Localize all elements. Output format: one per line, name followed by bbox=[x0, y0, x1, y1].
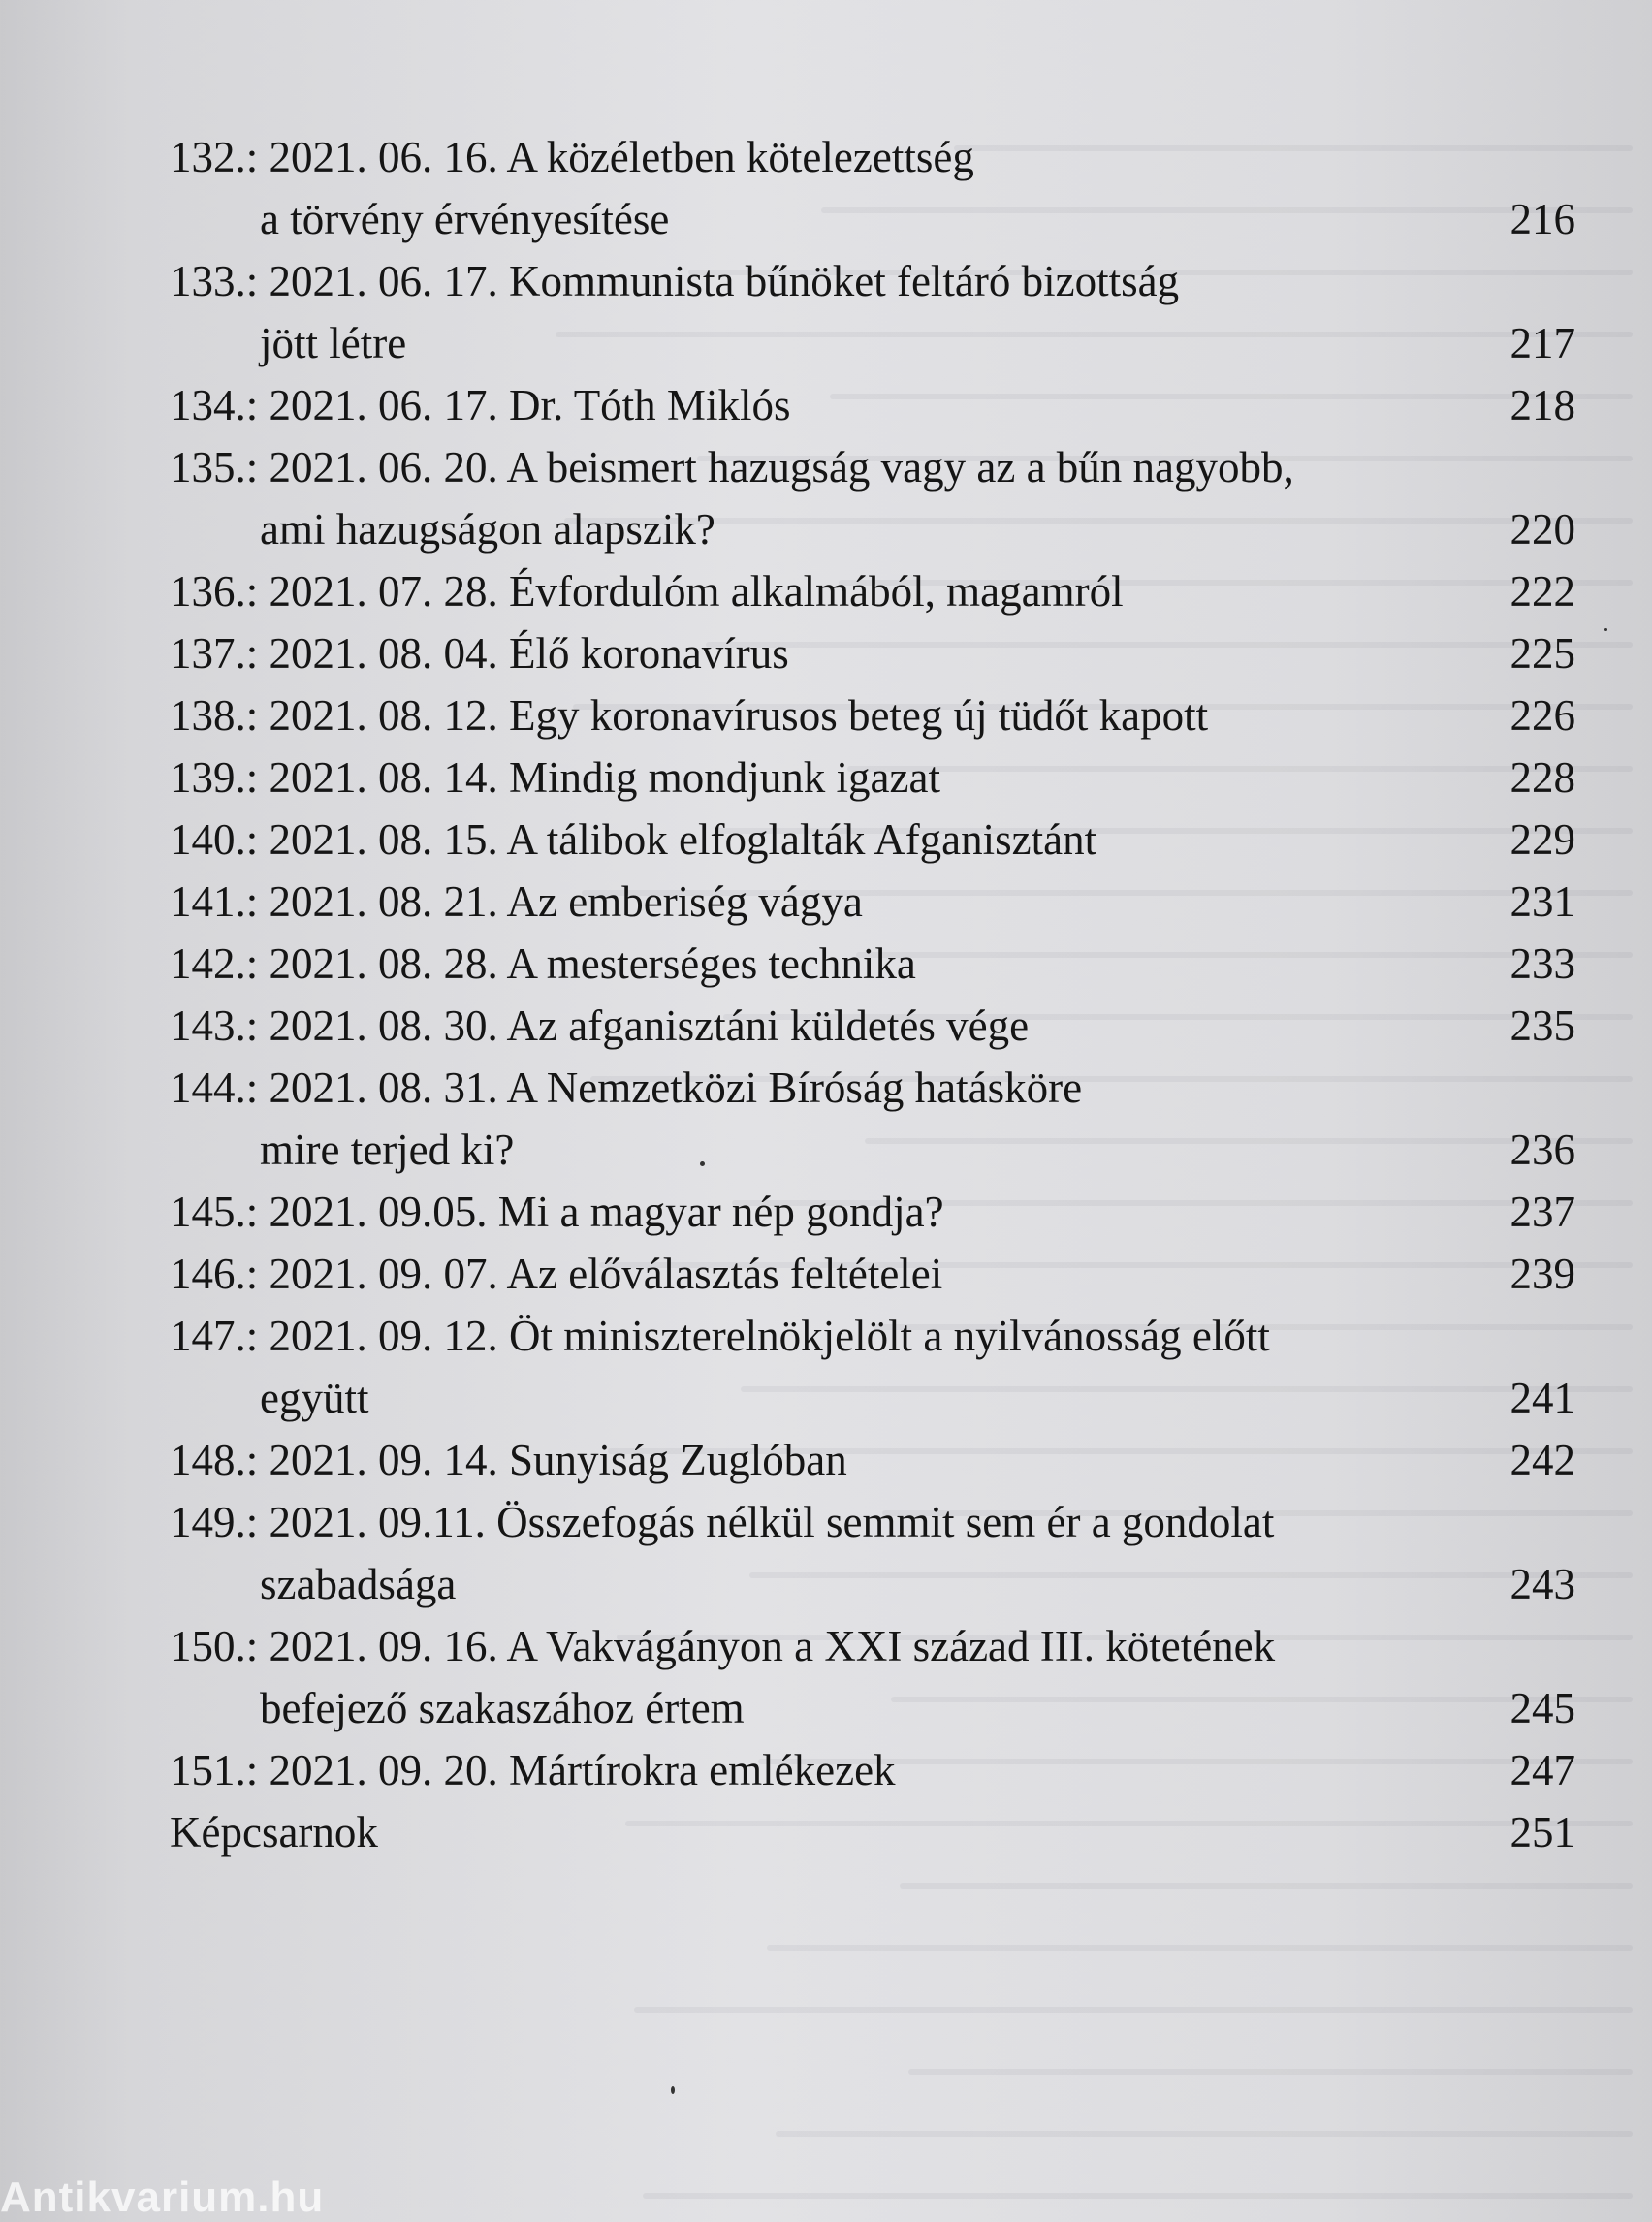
watermark: Antikvarium.hu bbox=[0, 2174, 325, 2221]
toc-entry-title: 150.: 2021. 09. 16. A Vakvágányon a XXI század III. kötetének bbox=[170, 1622, 1276, 1670]
ink-speck bbox=[671, 2086, 675, 2094]
ink-speck bbox=[700, 1161, 705, 1166]
toc-entry-title: 141.: 2021. 08. 21. Az emberiség vágya bbox=[170, 877, 863, 926]
toc-entry-title: 142.: 2021. 08. 28. A mesterséges technika bbox=[170, 939, 916, 988]
toc-entry bbox=[170, 622, 1575, 684]
toc-entry bbox=[170, 1429, 1575, 1491]
toc-entry-continuation: mire terjed ki? bbox=[260, 1126, 515, 1174]
toc-entry bbox=[170, 1243, 1575, 1305]
toc-entry-continuation: ami hazugságon alapszik? bbox=[260, 505, 715, 554]
toc-entry bbox=[170, 1615, 1575, 1739]
toc-page-number: 237 bbox=[1509, 1188, 1575, 1236]
toc-entry-title: 145.: 2021. 09.05. Mi a magyar nép gondja? bbox=[170, 1188, 944, 1236]
toc-entry-continuation: a törvény érvényesítése bbox=[260, 195, 670, 243]
toc-entry-title: 146.: 2021. 09. 07. Az előválasztás feltételei bbox=[170, 1250, 943, 1298]
bleed-through-line bbox=[900, 1883, 1633, 1889]
toc-entry-title: 144.: 2021. 08. 31. A Nemzetközi Bíróság hatásköre bbox=[170, 1063, 1083, 1112]
toc-entry bbox=[170, 1181, 1575, 1243]
bleed-through-line bbox=[908, 2069, 1633, 2075]
toc-page-number: 226 bbox=[1509, 691, 1575, 740]
toc-entry-title: 133.: 2021. 06. 17. Kommunista bűnöket feltáró bizottság bbox=[170, 257, 1180, 305]
toc-page-number: 228 bbox=[1509, 753, 1575, 802]
bleed-through-line bbox=[643, 2193, 1633, 2199]
toc-entry bbox=[170, 995, 1575, 1057]
toc-entry-title: 137.: 2021. 08. 04. Élő koronavírus bbox=[170, 629, 789, 678]
toc-page-number: 247 bbox=[1509, 1746, 1575, 1794]
toc-entry-title: 140.: 2021. 08. 15. A tálibok elfoglalták Afganisztánt bbox=[170, 815, 1097, 864]
toc-entry bbox=[170, 871, 1575, 933]
table-of-contents bbox=[170, 126, 1575, 1863]
toc-page-number: 241 bbox=[1509, 1374, 1575, 1422]
toc-page-number: 229 bbox=[1509, 815, 1575, 864]
toc-page-number: 236 bbox=[1509, 1126, 1575, 1174]
bleed-through-line bbox=[634, 2007, 1633, 2013]
toc-entry-title: 135.: 2021. 06. 20. A beismert hazugság vagy az a bűn nagyobb, bbox=[170, 443, 1294, 492]
toc-entry bbox=[170, 1739, 1575, 1801]
toc-entry-title: 148.: 2021. 09. 14. Sunyiság Zuglóban bbox=[170, 1436, 847, 1484]
toc-page-number: 217 bbox=[1509, 319, 1575, 367]
toc-entry-continuation: együtt bbox=[260, 1374, 369, 1422]
toc-page-number: 245 bbox=[1509, 1684, 1575, 1732]
toc-page-number: 251 bbox=[1509, 1808, 1575, 1857]
toc-entry-title: 134.: 2021. 06. 17. Dr. Tóth Miklós bbox=[170, 381, 791, 429]
toc-entry-title: 136.: 2021. 07. 28. Évfordulóm alkalmából, magamról bbox=[170, 567, 1124, 616]
toc-page-number: 220 bbox=[1509, 505, 1575, 554]
toc-page-number: 242 bbox=[1509, 1436, 1575, 1484]
toc-entry bbox=[170, 746, 1575, 809]
toc-gallery-title: Képcsarnok bbox=[170, 1808, 378, 1857]
toc-entry-continuation: befejező szakaszához értem bbox=[260, 1684, 745, 1732]
toc-page-number: 239 bbox=[1509, 1250, 1575, 1298]
toc-entry bbox=[170, 684, 1575, 746]
toc-entry-title: 147.: 2021. 09. 12. Öt miniszterelnökjelölt a nyilvánosság előtt bbox=[170, 1312, 1270, 1360]
toc-entry bbox=[170, 1491, 1575, 1615]
toc-entry-title: 143.: 2021. 08. 30. Az afganisztáni küldetés vége bbox=[170, 1001, 1030, 1050]
toc-entry bbox=[170, 560, 1575, 622]
toc-entry bbox=[170, 374, 1575, 436]
toc-entry-title: 149.: 2021. 09.11. Összefogás nélkül semmit sem ér a gondolat bbox=[170, 1498, 1275, 1546]
bleed-through-line bbox=[776, 2131, 1633, 2137]
toc-page-number: 231 bbox=[1509, 877, 1575, 926]
toc-entry bbox=[170, 933, 1575, 995]
toc-page-number: 233 bbox=[1509, 939, 1575, 988]
bleed-through-line bbox=[767, 1945, 1633, 1951]
toc-entry bbox=[170, 436, 1575, 560]
toc-entry bbox=[170, 126, 1575, 250]
toc-page-number: 216 bbox=[1509, 195, 1575, 243]
toc-page-number: 243 bbox=[1509, 1560, 1575, 1608]
toc-entry-title: 139.: 2021. 08. 14. Mindig mondjunk igazat bbox=[170, 753, 940, 802]
toc-page-number: 225 bbox=[1509, 629, 1575, 678]
toc-entry-title: 132.: 2021. 06. 16. A közéletben kötelezettség bbox=[170, 133, 974, 181]
toc-entry bbox=[170, 809, 1575, 871]
toc-entry bbox=[170, 250, 1575, 374]
toc-page-number: 235 bbox=[1509, 1001, 1575, 1050]
toc-entry-title: 151.: 2021. 09. 20. Mártírokra emlékezek bbox=[170, 1746, 896, 1794]
toc-page-number: 218 bbox=[1509, 381, 1575, 429]
toc-entry-title: 138.: 2021. 08. 12. Egy koronavírusos beteg új tüdőt kapott bbox=[170, 691, 1209, 740]
toc-entry-gallery bbox=[170, 1801, 1575, 1863]
toc-entry bbox=[170, 1057, 1575, 1181]
toc-entry bbox=[170, 1305, 1575, 1429]
toc-entry-continuation: jött létre bbox=[260, 319, 407, 367]
ink-speck bbox=[1604, 628, 1607, 631]
toc-page-number: 222 bbox=[1509, 567, 1575, 616]
toc-entry-continuation: szabadsága bbox=[260, 1560, 457, 1608]
